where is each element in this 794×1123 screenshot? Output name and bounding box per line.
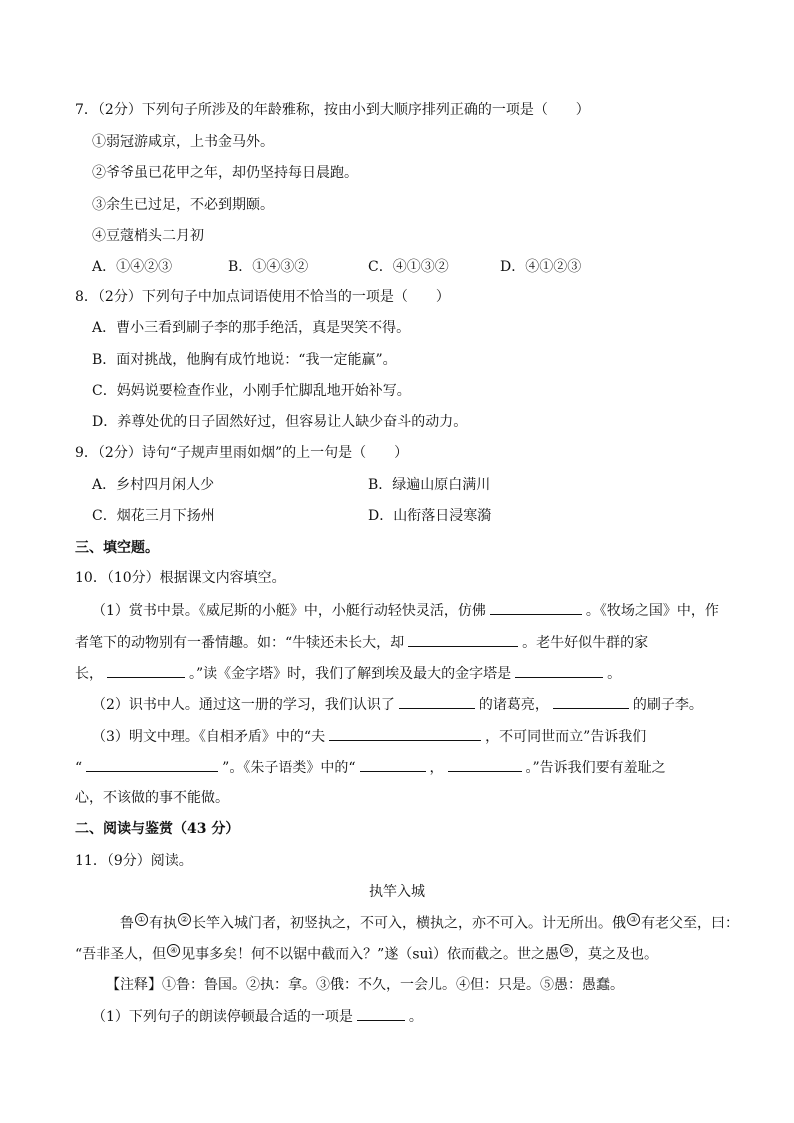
q10-text: “ [75,760,83,776]
passage-text: 长竿入城门者，初竖执之，不可入，横执之，亦不可入。计无所出。俄 [192,915,626,932]
q11-sub-question-1 [92,1006,423,1027]
section-2-heading: 二、阅读与鉴赏（43 分） [75,821,240,837]
q11-stem: 11．（9分）阅读。 [75,853,193,869]
q10-part1-line1 [92,600,719,621]
footnote-marker: ⑤ [560,944,573,957]
q10-text: （3）明文中理。《自相矛盾》中的“夫 [92,729,326,745]
q10-part3-line3: 心，不该做的事不能做。 [75,790,229,806]
q10-text: 的诸葛亮， [478,697,549,713]
q7-option-c[interactable]: C．④①③② [368,259,449,275]
q10-text: ”。《朱子语类》中的“ [222,760,356,776]
q10-text: ，不可同世而立”告诉我们 [485,729,647,745]
q9-option-a[interactable]: A．乡村四月闲人少 [92,477,215,493]
q10-part3-line2 [75,757,666,778]
q7-sentence-1: ①弱冠游咸京，上书金马外。 [92,134,274,150]
q7-sentence-4: ④豆蔻梢头二月初 [92,228,204,244]
q7-option-b[interactable]: B．①④③② [228,259,309,275]
answer-blank[interactable] [448,757,522,772]
q10-text: 。”读《金字塔》时，我们了解到埃及最大的金字塔是 [189,666,512,682]
footnote-marker: ③ [627,913,640,926]
q10-text: 。 [607,666,622,682]
passage-text: 有执 [149,915,177,932]
q8-stem: 8．（2分）下列句子中加点词语使用不恰当的一项是（ ） [75,289,450,305]
q10-text: 者笔下的动物别有一番情趣。如：“牛犊还未长大，却 [75,635,405,651]
q10-part1-line2 [75,632,648,653]
q10-text: 长， [75,666,103,682]
passage-text: 有老父至，曰： [641,915,739,932]
section-3-heading: 三、填空题。 [75,540,159,556]
passage-text: “吾非圣人，但 [75,946,167,963]
q9-option-c[interactable]: C．烟花三月下扬州 [92,508,215,524]
q10-text: 。”告诉我们要有羞耻之 [525,760,666,776]
footnote-marker: ② [178,913,191,926]
answer-blank[interactable] [86,757,218,772]
answer-blank[interactable] [553,694,629,709]
q10-text: （2）识书中人。通过这一册的学习，我们认识了 [92,697,395,713]
q10-part3-line1 [92,726,646,747]
q8-option-c[interactable]: C．妈妈说要检查作业，小刚手忙脚乱地开始补写。 [92,383,411,399]
q10-text: （1）赏书中景。《威尼斯的小艇》中，小艇行动轻快灵活，仿佛 [92,603,486,619]
answer-blank[interactable] [490,600,582,615]
q10-text: 。老牛好似牛群的家 [522,635,649,651]
q8-option-b[interactable]: B．面对挑战，他胸有成竹地说：“我一定能赢”。 [92,352,397,368]
q8-option-a[interactable]: A．曹小三看到刷子李的那手绝活，真是哭笑不得。 [92,320,411,336]
answer-blank[interactable] [329,726,481,741]
passage-notes: 【注释】①鲁：鲁国。②执：拿。③俄：不久，一会儿。④但：只是。⑤愚：愚蠢。 [106,977,624,993]
passage-line-2 [75,944,658,965]
q9-stem: 9．（2分）诗句“子规声里雨如烟”的上一句是（ ） [75,445,409,461]
footnote-marker: ① [135,913,148,926]
answer-blank[interactable] [408,632,518,647]
q9-option-d[interactable]: D．山衔落日浸寒漪 [368,508,492,524]
q7-stem: 7．（2分）下列句子所涉及的年龄雅称，按由小到大顺序排列正确的一项是（ ） [75,102,590,118]
q10-text: 的刷子李。 [632,697,703,713]
q7-option-a[interactable]: A．①④②③ [92,259,173,275]
q10-text: ， [429,760,444,776]
passage-title: 执竿入城 [369,884,425,900]
answer-blank[interactable] [399,694,475,709]
q10-text: 。《牧场之国》中，作 [585,603,719,619]
q11-text: （1）下列句子的朗读停顿最合适的一项是 [92,1009,353,1025]
q8-option-d[interactable]: D．养尊处优的日子固然好过，但容易让人缺少奋斗的动力。 [92,414,468,430]
q10-stem: 10．（10分）根据课文内容填空。 [75,570,286,586]
answer-blank[interactable] [515,663,603,678]
q10-part1-line3 [75,663,621,684]
q9-option-b[interactable]: B．绿遍山原白满川 [368,477,491,493]
answer-blank[interactable] [357,1006,405,1021]
footnote-marker: ④ [167,944,180,957]
passage-text: 见事多矣！何不以锯中截而入？”遂（suì）依而截之。世之愚 [181,946,560,963]
q7-sentence-3: ③余生已过足，不必到期颐。 [92,197,274,213]
q11-text: 。 [408,1009,423,1025]
answer-blank[interactable] [107,663,185,678]
passage-text: 鲁 [120,915,134,932]
passage-line-1 [120,913,739,934]
q7-option-d[interactable]: D．④①②③ [500,259,582,275]
passage-text: ，莫之及也。 [574,946,659,963]
q7-sentence-2: ②爷爷虽已花甲之年，却仍坚持每日晨跑。 [92,165,358,181]
q10-part2 [92,694,703,715]
answer-blank[interactable] [360,757,426,772]
